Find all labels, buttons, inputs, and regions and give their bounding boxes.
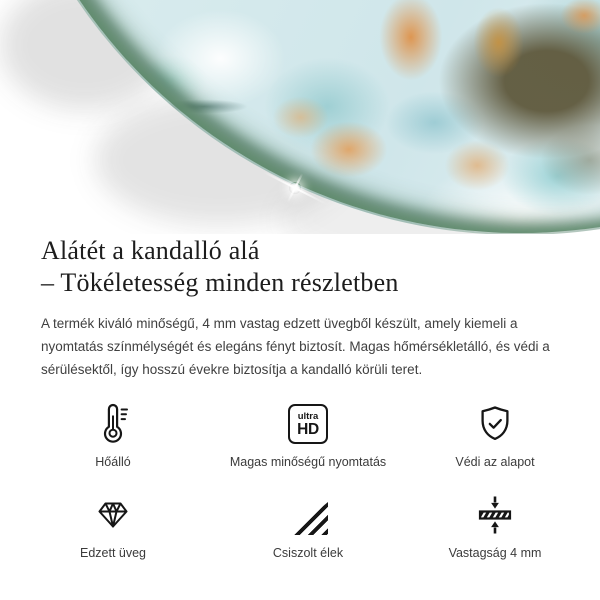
- feature-tempered-glass: [5, 493, 221, 560]
- feature-label: Védi az alapot: [455, 455, 535, 469]
- page-title-line1: Alátét a kandalló alá: [41, 236, 260, 265]
- thermometer-icon: [93, 402, 133, 444]
- feature-protects-base: [395, 402, 595, 469]
- product-description: A termék kiváló minőségű, 4 mm vastag edzett üvegből készült, amely kiemeli a nyomtatás színmélységét és elegáns fényt biztosít. Magas hőmérsékletálló, és védi a sérülésektől, így hosszú évekre biztosítja a kandalló körüli teret.: [41, 316, 550, 377]
- feature-print-quality: [221, 402, 395, 469]
- thickness-icon: [475, 493, 515, 535]
- features-grid: [0, 402, 600, 560]
- ultra-hd-icon: ultra HD: [288, 404, 328, 444]
- page-title-line2: – Tökéletesség minden részletben: [41, 268, 399, 297]
- feature-label: Hőálló: [95, 455, 131, 469]
- feature-thickness: [395, 493, 595, 560]
- feature-label: Edzett üveg: [79, 546, 146, 560]
- product-copy: [0, 234, 600, 381]
- feature-label: Magas minőségű nyomtatás: [229, 455, 387, 469]
- diamond-icon: [93, 493, 133, 535]
- product-photo: [0, 0, 600, 234]
- feature-heat-resistant: [5, 402, 221, 469]
- polished-edges-icon: [288, 501, 328, 535]
- feature-label: Vastagság 4 mm: [448, 546, 542, 560]
- page-title: [41, 235, 559, 299]
- feature-polished-edges: [221, 493, 395, 560]
- shield-check-icon: [475, 402, 515, 444]
- feature-label: Csiszolt élek: [272, 546, 344, 560]
